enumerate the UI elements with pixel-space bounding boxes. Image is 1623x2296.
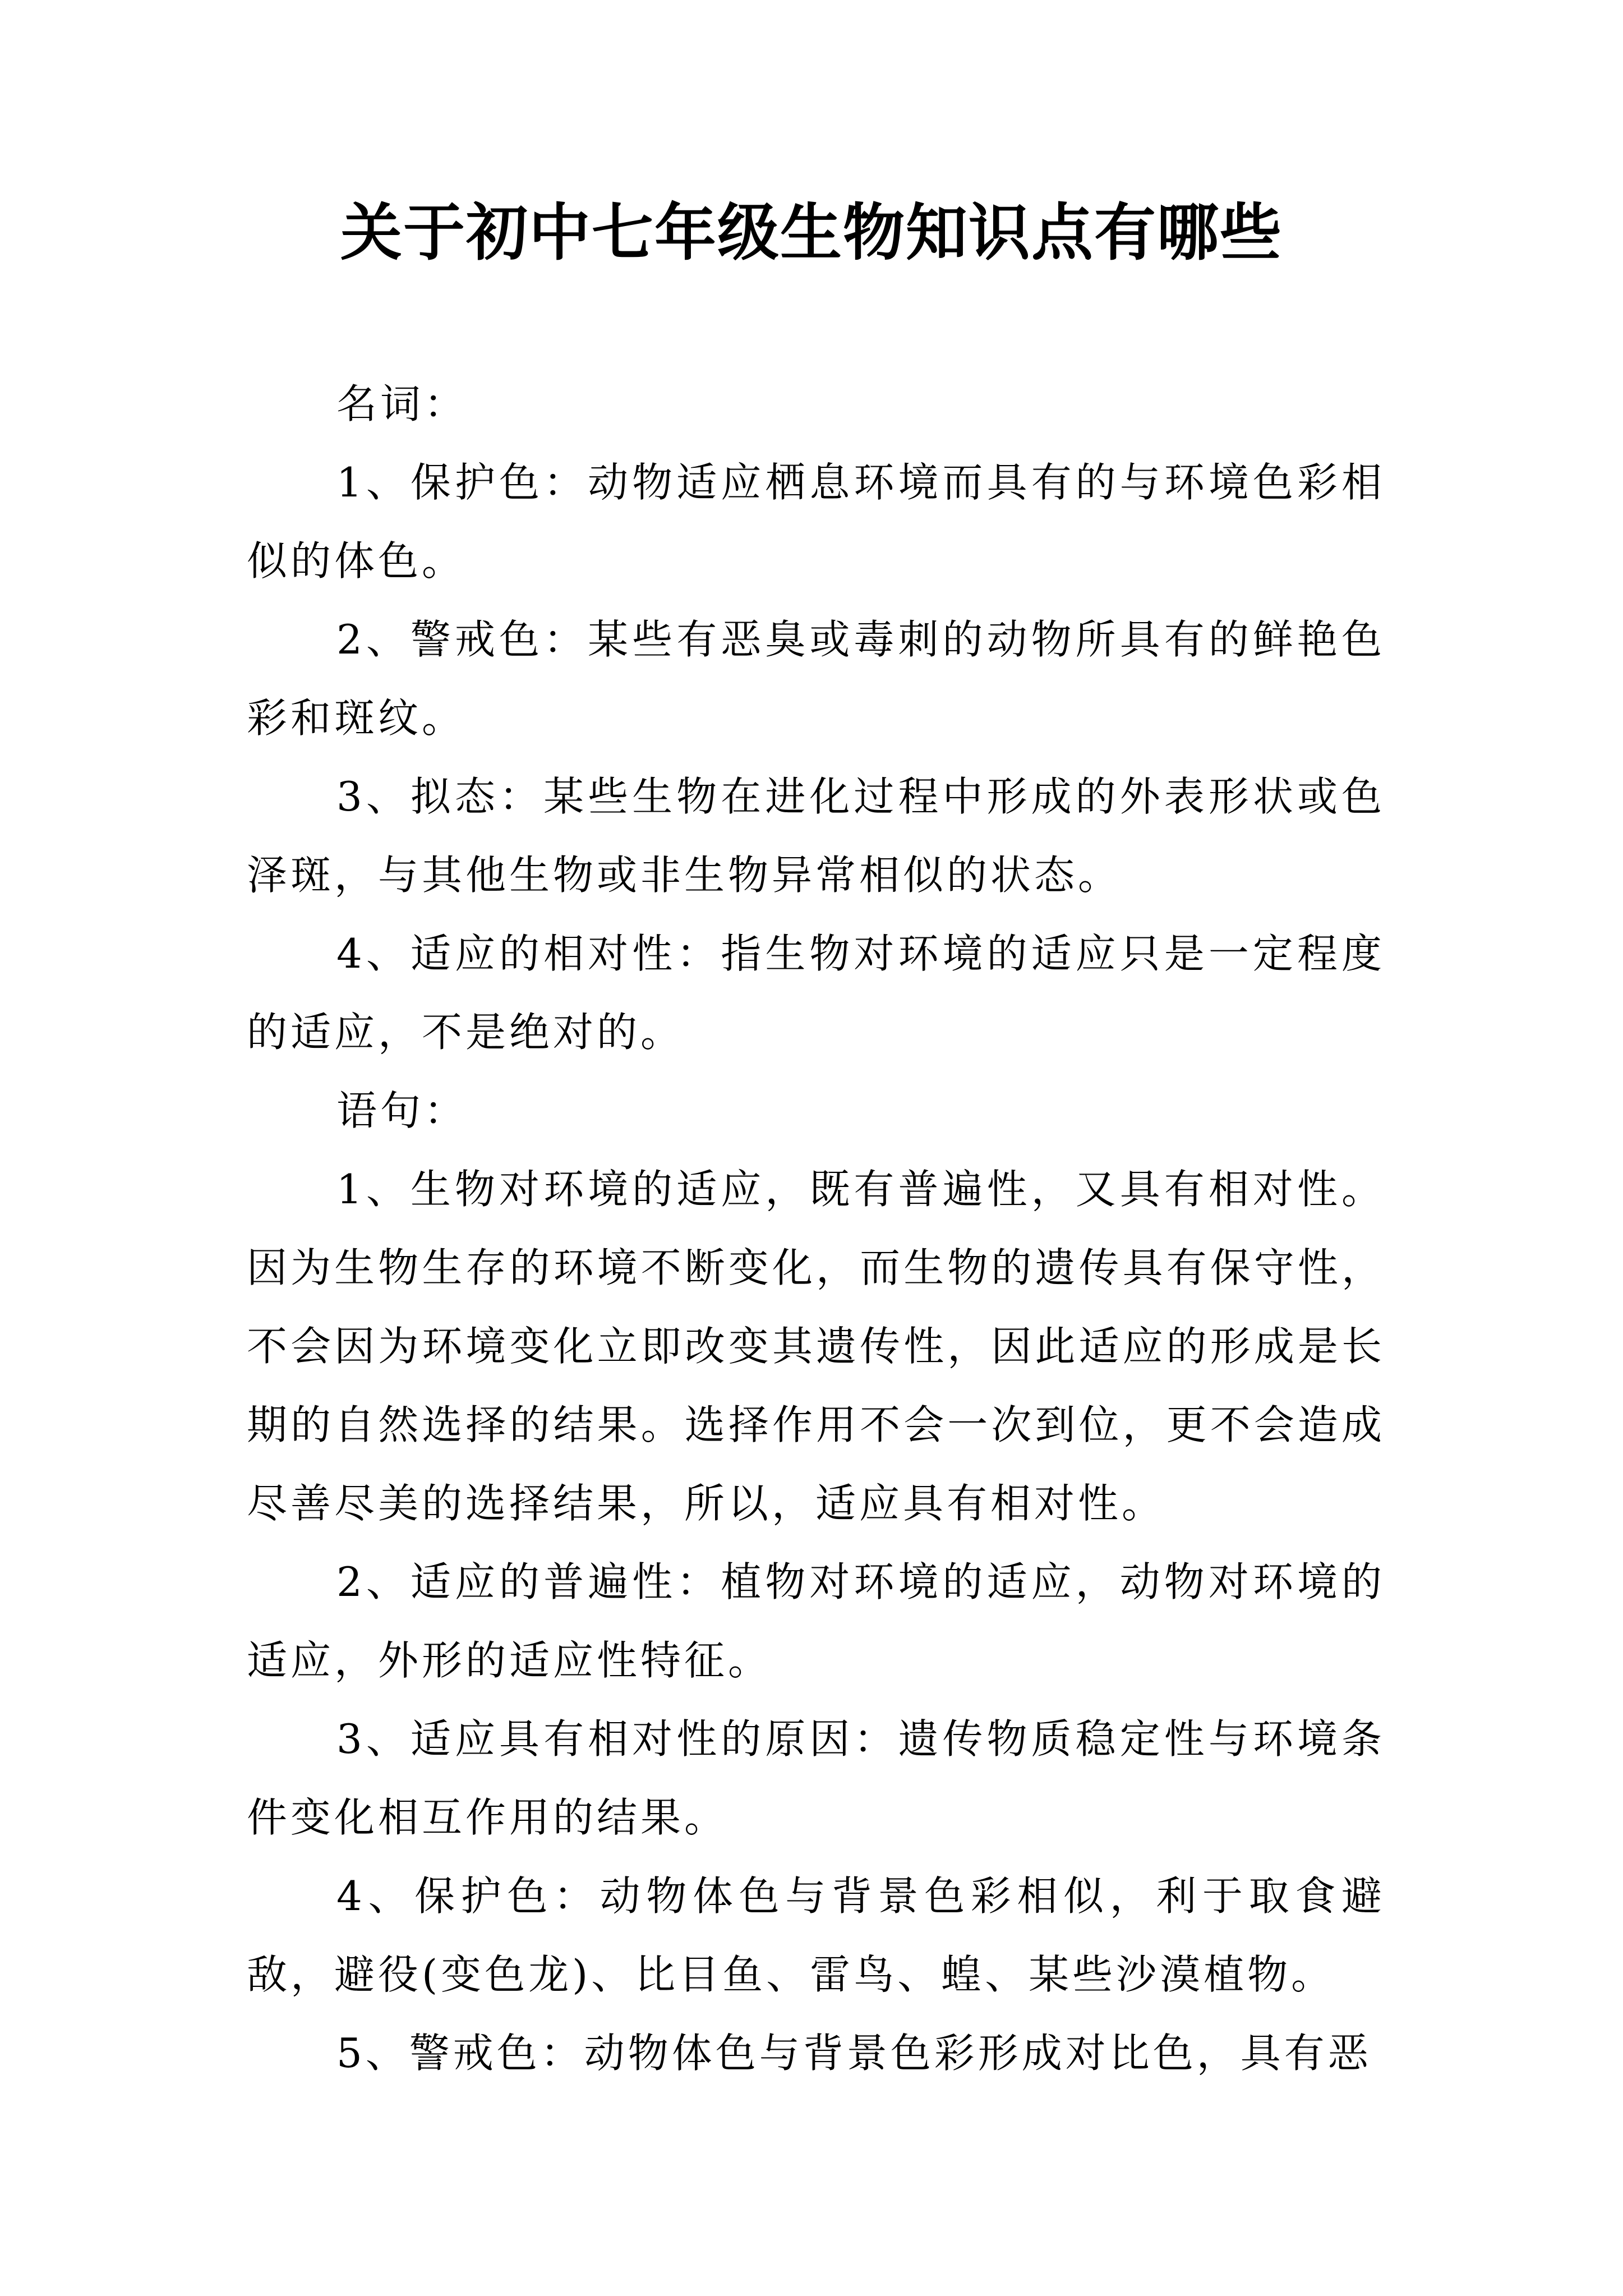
document-title: 关于初中七年级生物知识点有哪些 <box>340 197 1283 269</box>
paragraph: 3、拟态：某些生物在进化过程中形成的外表形状或色泽斑，与其他生物或非生物异常相似的状态。 <box>247 773 1385 899</box>
paragraph: 2、警戒色：某些有恶臭或毒刺的动物所具有的鲜艳色彩和斑纹。 <box>247 616 1385 742</box>
document-body <box>247 365 1385 2092</box>
paragraph: 1、生物对环境的适应，既有普遍性，又具有相对性。因为生物生存的环境不断变化，而生物的遗传具有保守性，不会因为环境变化立即改变其遗传性，因此适应的形成是长期的自然选择的结果。选择作用不会一次到位，更不会造成尽善尽美的选择结果，所以，适应具有相对性。 <box>247 1166 1385 1527</box>
section-heading-nouns: 名词： <box>336 380 468 427</box>
section-heading-sentences: 语句： <box>336 1087 468 1134</box>
paragraph: 2、适应的普遍性：植物对环境的适应，动物对环境的适应，外形的适应性特征。 <box>247 1558 1385 1684</box>
paragraph: 4、保护色：动物体色与背景色彩相似，利于取食避敌，避役(变色龙)、比目鱼、雷鸟、蝗、某些沙漠植物。 <box>247 1872 1385 1998</box>
paragraph: 1、保护色：动物适应栖息环境而具有的与环境色彩相似的体色。 <box>247 459 1385 585</box>
paragraph: 5、警戒色：动物体色与背景色彩形成对比色，具有恶 <box>336 2030 1372 2077</box>
paragraph: 4、适应的相对性：指生物对环境的适应只是一定程度的适应，不是绝对的。 <box>247 930 1385 1056</box>
paragraph: 3、适应具有相对性的原因：遗传物质稳定性与环境条件变化相互作用的结果。 <box>247 1715 1385 1841</box>
